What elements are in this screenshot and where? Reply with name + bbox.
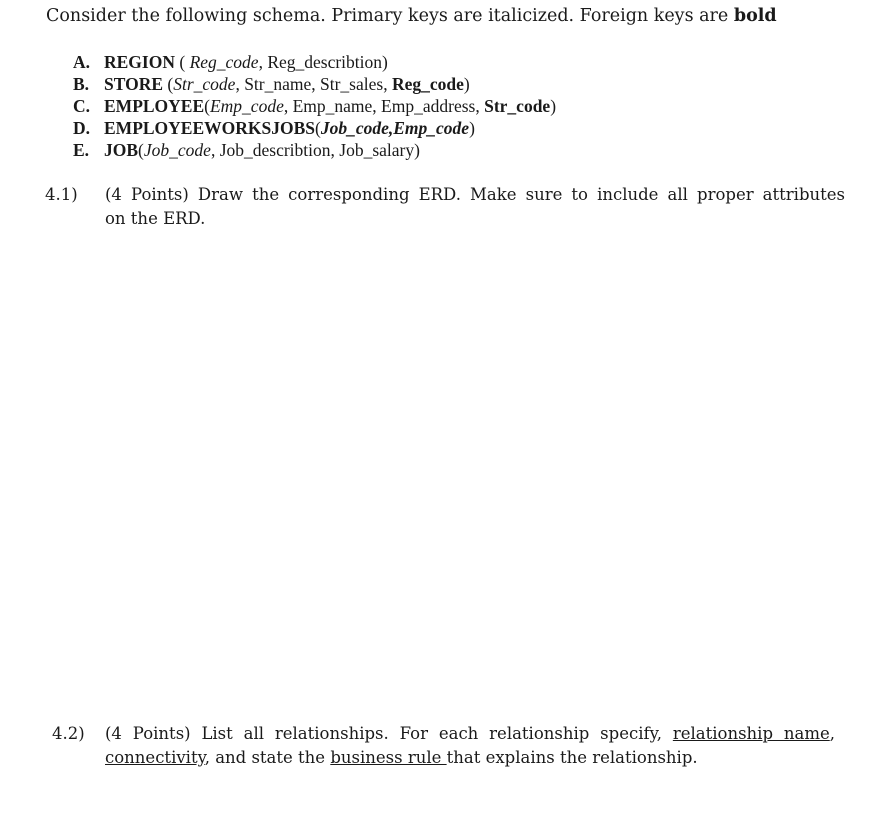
primary-key: Job_code <box>143 140 211 160</box>
question-number: 4.1) <box>45 185 78 204</box>
primary-key: Emp_code <box>209 96 284 116</box>
schema-item <box>73 95 556 117</box>
underlined-connectivity: connectivity <box>105 748 205 767</box>
attribute-text: ( <box>163 74 174 94</box>
attribute-text: ( <box>204 96 210 116</box>
question-text-part: (4 Points) List all relationships. For each relationship specify, <box>105 724 673 743</box>
question-line-1 <box>105 722 835 746</box>
entity-name: REGION <box>104 52 175 72</box>
question-text <box>105 183 845 231</box>
question-text-part: , <box>829 724 835 743</box>
primary-key: Str_code <box>173 74 236 94</box>
underlined-business-rule: business rule <box>330 748 447 767</box>
schema-item <box>73 117 556 139</box>
attribute-text: ) <box>469 118 475 138</box>
question-text <box>105 722 835 770</box>
intro-text: Consider the following schema. Primary keys are italicized. Foreign keys are <box>46 6 734 26</box>
attribute-text: ( <box>174 52 190 72</box>
attribute-text: ( <box>138 140 144 160</box>
foreign-key: Str_code <box>484 96 551 116</box>
question-line-2 <box>105 746 835 770</box>
attribute-text: ) <box>463 74 470 94</box>
attribute-text: , Emp_name, Emp_address, <box>283 96 485 116</box>
schema-item-letter: D. <box>73 118 91 138</box>
schema-item-letter: B. <box>73 74 90 94</box>
composite-key: Job_code,Emp_code <box>320 118 470 138</box>
schema-item <box>73 51 556 73</box>
attribute-text: , Reg_describtion) <box>258 52 388 72</box>
question-text-part: that explains the relationship. <box>446 748 698 767</box>
attribute-text: ) <box>550 96 557 116</box>
question-text-part: , and state the <box>204 748 331 767</box>
schema-item <box>73 139 556 161</box>
schema-item-letter: E. <box>73 140 90 160</box>
question-line-1: (4 Points) Draw the corresponding ERD. Make sure to include all proper attributes <box>105 185 845 204</box>
attribute-text: , Job_describtion, Job_salary) <box>210 140 420 160</box>
schema-item-letter: C. <box>73 96 91 116</box>
question-number: 4.2) <box>52 724 85 743</box>
entity-name: STORE <box>104 74 164 94</box>
schema-item-letter: A. <box>73 52 91 72</box>
entity-name: EMPLOYEEWORKSJOBS <box>104 118 316 138</box>
foreign-key: Reg_code <box>391 74 464 94</box>
primary-key: Reg_code <box>189 52 259 72</box>
schema-item <box>73 73 556 95</box>
intro-sentence <box>46 4 777 28</box>
attribute-text: , Str_name, Str_sales, <box>235 74 392 94</box>
schema-list <box>73 51 556 161</box>
attribute-text: ( <box>315 118 321 138</box>
entity-name: JOB <box>104 140 139 160</box>
underlined-relationship-name: relationship name <box>672 724 830 743</box>
entity-name: EMPLOYEE <box>104 96 205 116</box>
intro-bold-word: bold <box>733 6 777 26</box>
question-line-2: on the ERD. <box>105 209 206 228</box>
